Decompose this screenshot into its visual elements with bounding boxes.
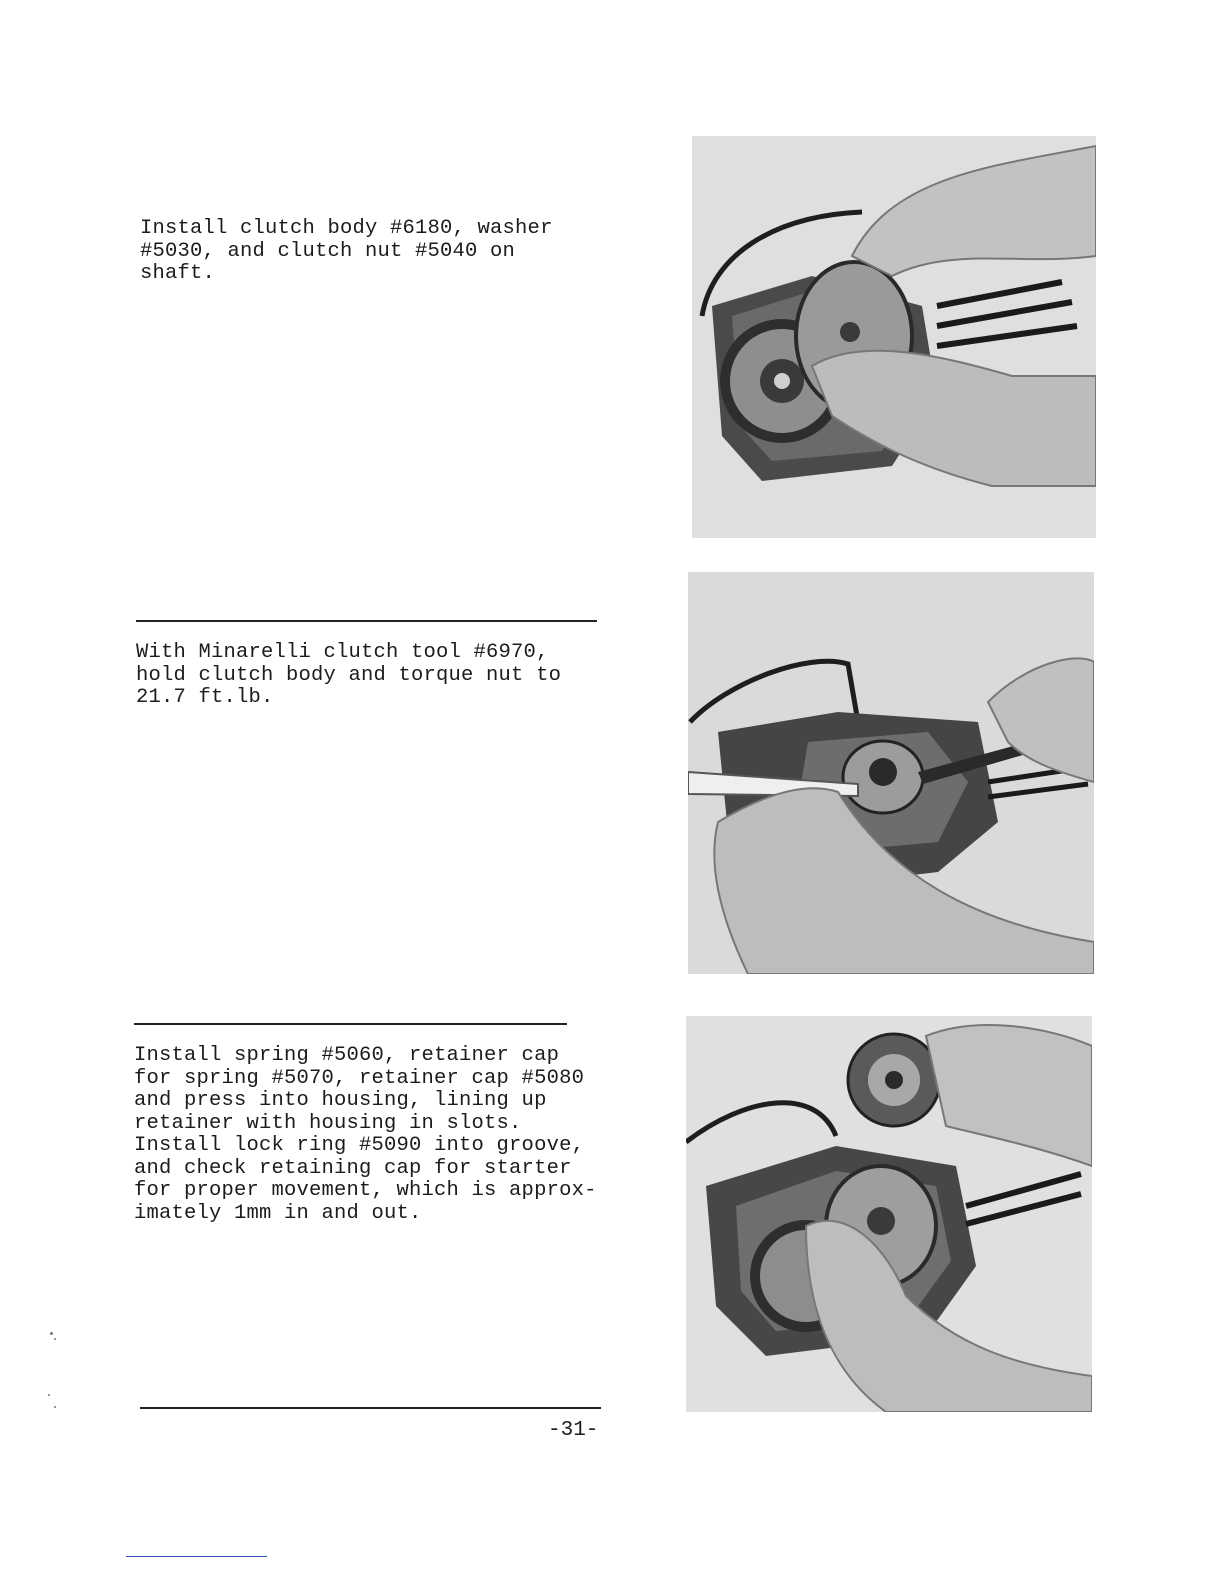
separator-line [140,1407,601,1409]
clutch-torque-photo [688,572,1094,974]
step-1-text: Install clutch body #6180, washer #5030, and clutch nut #5040 on shaft. [140,217,553,285]
separator-line [136,620,597,622]
footer-link-underline [126,1556,267,1557]
photo-illustration [686,1016,1092,1412]
retainer-cap-install-photo [686,1016,1092,1412]
page-number: -31- [548,1419,599,1442]
scan-speck [50,1332,53,1335]
clutch-body-install-photo [692,136,1096,538]
scan-speck [54,1338,56,1340]
separator-line [134,1023,567,1025]
step-2-text: With Minarelli clutch tool #6970, hold clutch body and torque nut to 21.7 ft.lb. [136,641,562,709]
photo-illustration [688,572,1094,974]
scan-speck [48,1394,50,1396]
step-3-text: Install spring #5060, retainer cap for spring #5070, retainer cap #5080 and press into housing, lining up retainer with housing in slots. Install lock ring #5090 into groove, and check retaining cap for starter for proper movement, which is approx- imately 1mm in and out. [134,1044,597,1225]
scan-speck [54,1406,56,1408]
photo-illustration [692,136,1096,538]
